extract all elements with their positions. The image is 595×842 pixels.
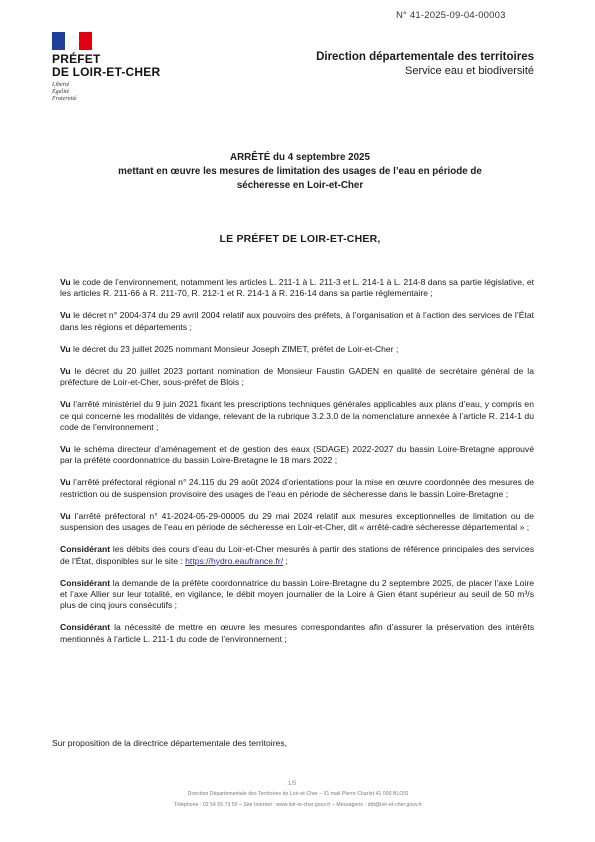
visa-lead: Vu	[60, 510, 71, 521]
visa-lead: Vu	[60, 343, 71, 354]
visa-paragraph	[60, 366, 534, 389]
decree-title	[60, 151, 540, 193]
considerant-tail: ;	[283, 555, 288, 566]
considerant-paragraph	[60, 544, 534, 567]
logo-line-1: PRÉFET	[52, 52, 101, 66]
marianne-flag-icon	[52, 32, 92, 50]
direction-subtitle: Service eau et biodiversité	[404, 65, 534, 77]
considerant-paragraph	[60, 622, 534, 645]
visa-paragraph	[60, 277, 534, 300]
closing-line: Sur proposition de la directrice départementale des territoires,	[52, 738, 288, 748]
considerant-lead: Considérant	[60, 544, 111, 555]
visa-text: le décret n° 2004-374 du 29 avril 2004 relatif aux pouvoirs des préfets, à l’organisation et à l’action des services de l’État dans les régions et départements ;	[60, 310, 534, 332]
considerant-lead: Considérant	[60, 622, 111, 633]
hydro-eaufrance-link[interactable]: https://hydro.eaufrance.fr/	[185, 555, 284, 566]
page-number: 1/5	[288, 781, 297, 787]
visa-paragraph	[60, 310, 534, 333]
visa-paragraph	[60, 477, 534, 500]
visa-lead: Vu	[60, 277, 71, 287]
considerant-text: les débits des cours d’eau du Loir-et-Cher mesurés à partir des stations de référence principales des services de l’État, disponibles sur le site :	[60, 544, 534, 566]
visa-text: le code de l’environnement, notamment les articles L. 211-1 à L. 211-3 et L. 214-1 à L. 214-8 dans sa partie législative, et les articles R. 211-66 à R. 211-70, R. 212-1 et R. 214-1 à R. 216-14 dans sa partie réglementaire ;	[60, 277, 534, 299]
visa-text: l’arrêté ministériel du 9 juin 2021 fixant les prescriptions techniques générales applicables aux plans d’eau, y compris en ce qui concerne les modalités de vidange, relevant de la rubrique 3.2.3.0 de la nomenclature annexée à l’article R. 214-1 du code de l’environnement ;	[60, 399, 534, 433]
considerant-paragraph	[60, 578, 534, 612]
visa-lead: Vu	[60, 399, 71, 410]
considerant-text: la nécessité de mettre en œuvre les mesures correspondantes afin d’assurer la préservation des intérêts mentionnés à l’article L. 211-1 du code de l’environnement ;	[60, 622, 534, 644]
visa-paragraph	[60, 511, 534, 534]
prefet-heading: LE PRÉFET DE LOIR-ET-CHER,	[219, 233, 381, 245]
prefecture-logo	[52, 32, 160, 103]
direction-title: Direction départementale des territoires	[316, 51, 534, 63]
document-reference: N° 41-2025-09-04-00003	[396, 10, 506, 21]
footer-address: Direction Départementale des Territoires de Loir-et-Cher – 31 mail Pierre Charlot 41 000 BLOIS	[187, 791, 409, 797]
decree-title-line-3: sécheresse en Loir-et-Cher	[236, 180, 364, 191]
footer-contact: Téléphone : 02 54 55 73 50 – Site Internet : www.loir-et-cher.gouv.fr – Messagerie : ddt@loir-et-cher.gouv.fr	[173, 802, 423, 808]
visa-paragraph	[60, 444, 534, 467]
visa-paragraph	[60, 399, 534, 433]
visa-text: le décret du 20 juillet 2023 portant nomination de Monsieur Faustin GADEN en qualité de secrétaire général de la préfecture de Loir-et-Cher, sous-préfet de Blois ;	[60, 365, 534, 388]
visa-text: le décret du 23 juillet 2025 nommant Monsieur Joseph ZIMET, préfet de Loir-et-Cher ;	[70, 343, 399, 354]
decree-title-line-1: ARRÊTÉ du 4 septembre 2025	[230, 152, 370, 163]
motto-liberte: Liberté	[52, 82, 70, 88]
visa-lead: Vu	[60, 310, 71, 321]
considerant-text: la demande de la préfète coordonnatrice du bassin Loire-Bretagne du 2 septembre 2025, de placer l’axe Loire et l’axe Allier sur leur totalité, en vigilance, le débit moyen journalier de la Loire à Gien étant supérieur au seuil de 50 m³/s plus de cinq jours consécutifs ;	[60, 577, 534, 611]
visa-lead: Vu	[60, 444, 71, 455]
visa-lead: Vu	[60, 365, 71, 376]
motto-fraternite: Fraternité	[52, 96, 77, 102]
visa-text: l’arrêté préfectoral n° 41-2024-05-29-00005 du 29 mai 2024 relatif aux mesures exceptionnelles de limitation ou de suspension des usages de l’eau en période de sécheresse en Loir-et-Cher, dit « arrêté-cadre sécheresse départemental » ;	[60, 510, 534, 533]
visa-paragraph	[60, 344, 534, 355]
motto-egalite: Égalité	[52, 89, 70, 95]
considerant-lead: Considérant	[60, 577, 111, 588]
logo-line-2: DE LOIR-ET-CHER	[52, 65, 161, 79]
decree-title-line-2: mettant en œuvre les mesures de limitation des usages de l’eau en période de	[118, 166, 482, 177]
visa-text: l’arrêté préfectoral régional n° 24.115 du 29 août 2024 d’orientations pour la mise en œuvre coordonnée des mesures de restriction ou de suspension provisoire des usages de l’eau en période de sécheresse dans le bassin Loire-Bretagne ;	[60, 477, 534, 499]
page-footer	[60, 789, 536, 811]
visa-lead: Vu	[60, 477, 71, 488]
visa-text: le schéma directeur d’aménagement et de gestion des eaux (SDAGE) 2022-2027 du bassin Loire-Bretagne approuvé par la préfète coordonnatrice du bassin Loire-Bretagne le 18 mars 2022 ;	[60, 444, 534, 466]
direction-header	[316, 50, 534, 78]
visas-section	[60, 277, 534, 656]
